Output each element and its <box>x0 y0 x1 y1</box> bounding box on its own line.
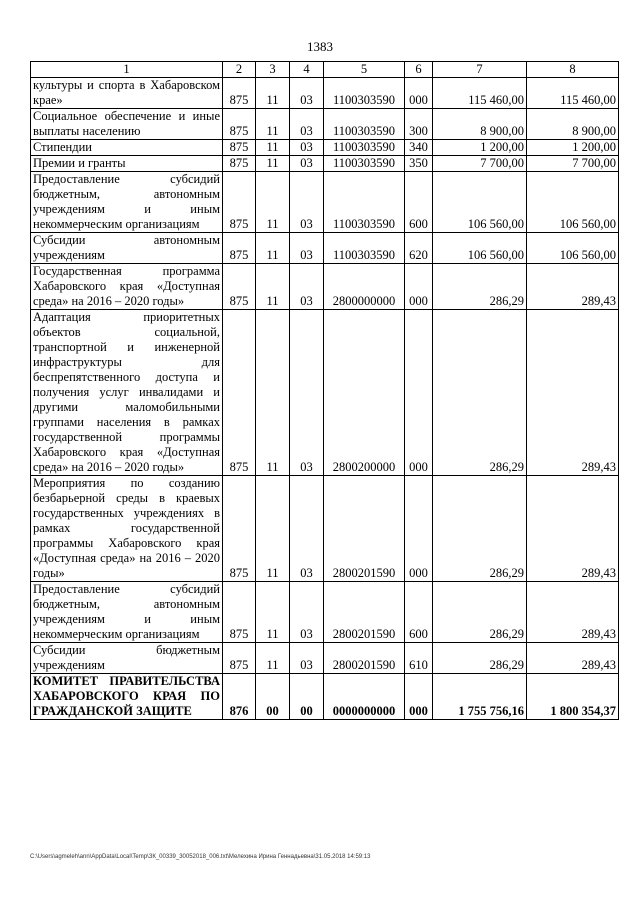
section-code: 11 <box>256 233 290 264</box>
target-code: 1100303590 <box>324 140 405 156</box>
expense-type-code: 340 <box>405 140 433 156</box>
row-name: культуры и спорта в Хабаровском крае» <box>31 78 223 109</box>
ved-code: 875 <box>223 582 256 643</box>
amount-year-1: 1 755 756,16 <box>433 674 527 720</box>
amount-year-1: 106 560,00 <box>433 233 527 264</box>
expense-type-code: 000 <box>405 476 433 582</box>
amount-year-2: 8 900,00 <box>527 109 619 140</box>
subsection-code: 00 <box>290 674 324 720</box>
column-header: 8 <box>527 62 619 78</box>
row-name: Предоставление субсидий бюджетным, автономным учреждениям и иным некоммерческим организациям <box>31 582 223 643</box>
column-header: 2 <box>223 62 256 78</box>
target-code: 2800201590 <box>324 476 405 582</box>
amount-year-1: 106 560,00 <box>433 172 527 233</box>
subsection-code: 03 <box>290 582 324 643</box>
expense-type-code: 000 <box>405 264 433 310</box>
expense-type-code: 600 <box>405 172 433 233</box>
section-code: 11 <box>256 78 290 109</box>
column-header: 3 <box>256 62 290 78</box>
subsection-code: 03 <box>290 156 324 172</box>
amount-year-1: 7 700,00 <box>433 156 527 172</box>
row-name: Государственная программа Хабаровского края «Доступная среда» на 2016 – 2020 годы» <box>31 264 223 310</box>
table-row <box>31 156 619 172</box>
expense-type-code: 620 <box>405 233 433 264</box>
ved-code: 875 <box>223 78 256 109</box>
table-row <box>31 172 619 233</box>
section-code: 11 <box>256 582 290 643</box>
subsection-code: 03 <box>290 109 324 140</box>
target-code: 1100303590 <box>324 172 405 233</box>
amount-year-1: 286,29 <box>433 310 527 476</box>
amount-year-2: 289,43 <box>527 643 619 674</box>
ved-code: 876 <box>223 674 256 720</box>
amount-year-2: 7 700,00 <box>527 156 619 172</box>
table-row <box>31 78 619 109</box>
ved-code: 875 <box>223 476 256 582</box>
subsection-code: 03 <box>290 476 324 582</box>
target-code: 2800000000 <box>324 264 405 310</box>
row-name: Социальное обеспечение и иные выплаты населению <box>31 109 223 140</box>
target-code: 1100303590 <box>324 156 405 172</box>
amount-year-2: 1 800 354,37 <box>527 674 619 720</box>
ved-code: 875 <box>223 264 256 310</box>
subsection-code: 03 <box>290 172 324 233</box>
subsection-code: 03 <box>290 140 324 156</box>
page-number: 1383 <box>307 39 333 54</box>
table-row <box>31 264 619 310</box>
amount-year-1: 286,29 <box>433 476 527 582</box>
amount-year-2: 1 200,00 <box>527 140 619 156</box>
subsection-code: 03 <box>290 310 324 476</box>
column-header: 1 <box>31 62 223 78</box>
row-name: Предоставление субсидий бюджетным, автономным учреждениям и иным некоммерческим организациям <box>31 172 223 233</box>
target-code: 2800201590 <box>324 643 405 674</box>
table-row <box>31 233 619 264</box>
subsection-code: 03 <box>290 78 324 109</box>
column-header: 4 <box>290 62 324 78</box>
amount-year-2: 289,43 <box>527 476 619 582</box>
row-name: КОМИТЕТ ПРАВИТЕЛЬСТВА ХАБАРОВСКОГО КРАЯ ПО ГРАЖДАНСКОЙ ЗАЩИТЕ <box>31 674 223 720</box>
column-header: 7 <box>433 62 527 78</box>
amount-year-1: 286,29 <box>433 264 527 310</box>
ved-code: 875 <box>223 156 256 172</box>
expense-type-code: 000 <box>405 674 433 720</box>
amount-year-2: 289,43 <box>527 310 619 476</box>
section-code: 11 <box>256 310 290 476</box>
amount-year-1: 286,29 <box>433 643 527 674</box>
row-name: Стипендии <box>31 140 223 156</box>
amount-year-2: 106 560,00 <box>527 172 619 233</box>
row-name: Мероприятия по созданию безбарьерной среды в краевых государственных учреждениях в рамках государственной программы Хабаровского края «Доступная среда» на 2016 – 2020 годы» <box>31 476 223 582</box>
subsection-code: 03 <box>290 643 324 674</box>
amount-year-2: 289,43 <box>527 582 619 643</box>
target-code: 1100303590 <box>324 109 405 140</box>
column-header: 5 <box>324 62 405 78</box>
row-name: Субсидии автономным учреждениям <box>31 233 223 264</box>
section-code: 11 <box>256 264 290 310</box>
ved-code: 875 <box>223 233 256 264</box>
file-path-footer: C:\Users\agmeleh\ann\AppData\Local\Temp\ЗК_00339_30052018_006.txt\Мелехина Ирина Геннадьевна\31.05.2018 14:59:13 <box>30 854 371 860</box>
section-code: 11 <box>256 109 290 140</box>
ved-code: 875 <box>223 140 256 156</box>
table-row-total <box>31 674 619 720</box>
expense-type-code: 000 <box>405 78 433 109</box>
ved-code: 875 <box>223 172 256 233</box>
amount-year-2: 115 460,00 <box>527 78 619 109</box>
amount-year-2: 106 560,00 <box>527 233 619 264</box>
ved-code: 875 <box>223 310 256 476</box>
row-name: Адаптация приоритетных объектов социальной, транспортной и инженерной инфраструктуры для беспрепятственного доступа и получения услуг инвалидами и другими маломобильными группами населения в рамках государственной программы Хабаровского края «Доступная среда» на 2016 – 2020 годы» <box>31 310 223 476</box>
ved-code: 875 <box>223 109 256 140</box>
header-row <box>31 62 619 78</box>
expense-type-code: 600 <box>405 582 433 643</box>
section-code: 00 <box>256 674 290 720</box>
expense-type-code: 300 <box>405 109 433 140</box>
target-code: 0000000000 <box>324 674 405 720</box>
section-code: 11 <box>256 140 290 156</box>
expense-type-code: 610 <box>405 643 433 674</box>
section-code: 11 <box>256 643 290 674</box>
table-row <box>31 643 619 674</box>
amount-year-2: 289,43 <box>527 264 619 310</box>
amount-year-1: 286,29 <box>433 582 527 643</box>
budget-table <box>30 61 619 720</box>
expense-type-code: 000 <box>405 310 433 476</box>
table-row <box>31 582 619 643</box>
ved-code: 875 <box>223 643 256 674</box>
section-code: 11 <box>256 156 290 172</box>
amount-year-1: 115 460,00 <box>433 78 527 109</box>
column-header: 6 <box>405 62 433 78</box>
table-row <box>31 140 619 156</box>
target-code: 1100303590 <box>324 233 405 264</box>
table-row <box>31 476 619 582</box>
table-row <box>31 310 619 476</box>
row-name: Субсидии бюджетным учреждениям <box>31 643 223 674</box>
row-name: Премии и гранты <box>31 156 223 172</box>
amount-year-1: 8 900,00 <box>433 109 527 140</box>
amount-year-1: 1 200,00 <box>433 140 527 156</box>
subsection-code: 03 <box>290 264 324 310</box>
subsection-code: 03 <box>290 233 324 264</box>
target-code: 2800201590 <box>324 582 405 643</box>
table-row <box>31 109 619 140</box>
section-code: 11 <box>256 172 290 233</box>
target-code: 1100303590 <box>324 78 405 109</box>
expense-type-code: 350 <box>405 156 433 172</box>
section-code: 11 <box>256 476 290 582</box>
target-code: 2800200000 <box>324 310 405 476</box>
